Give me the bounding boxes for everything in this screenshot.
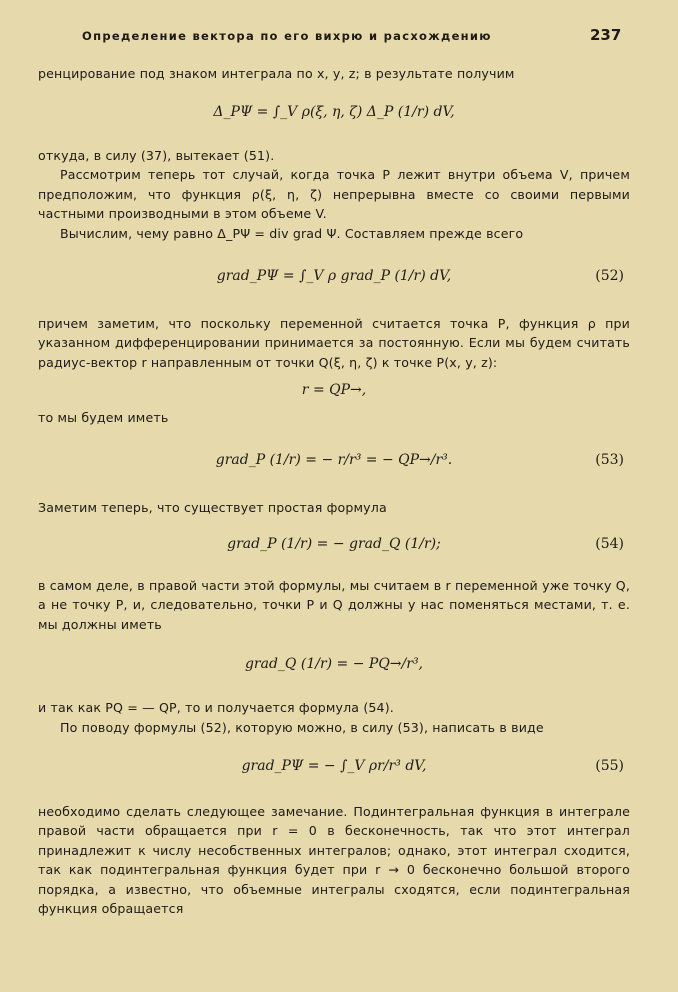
formula-grad-q: [38, 634, 630, 698]
formula-text: grad_PΨ = − ∫_V ρr/r³ dV,: [241, 757, 427, 774]
formula-text: grad_P (1/r) = − grad_Q (1/r);: [227, 535, 441, 552]
paragraph-2: откуда, в силу (37), вытекает (51).: [38, 147, 275, 163]
body-text: [38, 64, 630, 919]
formula-52: [38, 244, 630, 314]
formula-number: (55): [595, 757, 624, 774]
formula-radius-vector: [38, 372, 630, 408]
formula-text: grad_PΨ = ∫_V ρ grad_P (1/r) dV,: [216, 267, 452, 284]
formula-text: grad_P (1/r) = − r/r³ = − QP→/r³.: [215, 451, 453, 468]
formula-text: Δ_PΨ = ∫_V ρ(ξ, η, ζ) Δ_P (1/r) dV,: [213, 103, 455, 120]
formula-number: (54): [595, 535, 624, 552]
paragraph-4: Вычислим, чему равно Δ_PΨ = div grad Ψ. Составляем прежде всего: [60, 225, 524, 241]
paragraph-9: и так как PQ = — QP, то и получается формула (54).: [38, 700, 394, 716]
paragraph-11: необходимо сделать следующее замечание. Подинтегральная функция в интеграле правой части обращается при r = 0 в бесконечность, так что этот интеграл принадлежит к числу несобственных интегралов; однако, этот интеграл сходится, так как подинтегральная функция будет при r → 0 бесконечно большой второго порядка, а известно, что объемные интегралы сходятся, если подинтегральная функция обращается: [38, 803, 630, 917]
paragraph-10: По поводу формулы (52), которую можно, в силу (53), написать в виде: [60, 719, 544, 735]
paragraph-7: Заметим теперь, что существует простая формула: [38, 499, 387, 515]
formula-53: [38, 428, 630, 498]
paragraph-8: в самом деле, в правой части этой формулы, мы считаем в r переменной уже точку Q, а не точку P, и, следовательно, точки P и Q должны у нас поменяться местами, т. е. мы должны иметь: [38, 577, 630, 632]
formula-text: r = QP→,: [301, 382, 367, 399]
paragraph-5: причем заметим, что поскольку переменной считается точка P, функция ρ при указанном дифференцировании принимается за постоянную. Если мы будем считать радиус-вектор r направленным от точки Q(ξ, η, ζ) к точке P(x, y, z):: [38, 315, 630, 370]
formula-laplacian: [38, 84, 630, 146]
page-header: [0, 26, 678, 50]
paragraph-6: то мы будем иметь: [38, 410, 169, 426]
formula-55: [38, 738, 630, 802]
formula-number: (53): [595, 451, 624, 468]
running-title: Определение вектора по его вихрю и расхождению: [82, 29, 492, 43]
formula-54: [38, 518, 630, 576]
paragraph-1: ренцирование под знаком интеграла по x, y, z; в результате получим: [38, 66, 515, 81]
formula-text: grad_Q (1/r) = − PQ→/r³,: [244, 656, 424, 673]
formula-number: (52): [595, 267, 624, 284]
paragraph-3: Рассмотрим теперь тот случай, когда точка P лежит внутри объема V, причем предположим, что функция ρ(ξ, η, ζ) непрерывна вместе со своими первыми частными производными в этом объеме V.: [38, 167, 630, 222]
page-number: 237: [590, 26, 622, 44]
